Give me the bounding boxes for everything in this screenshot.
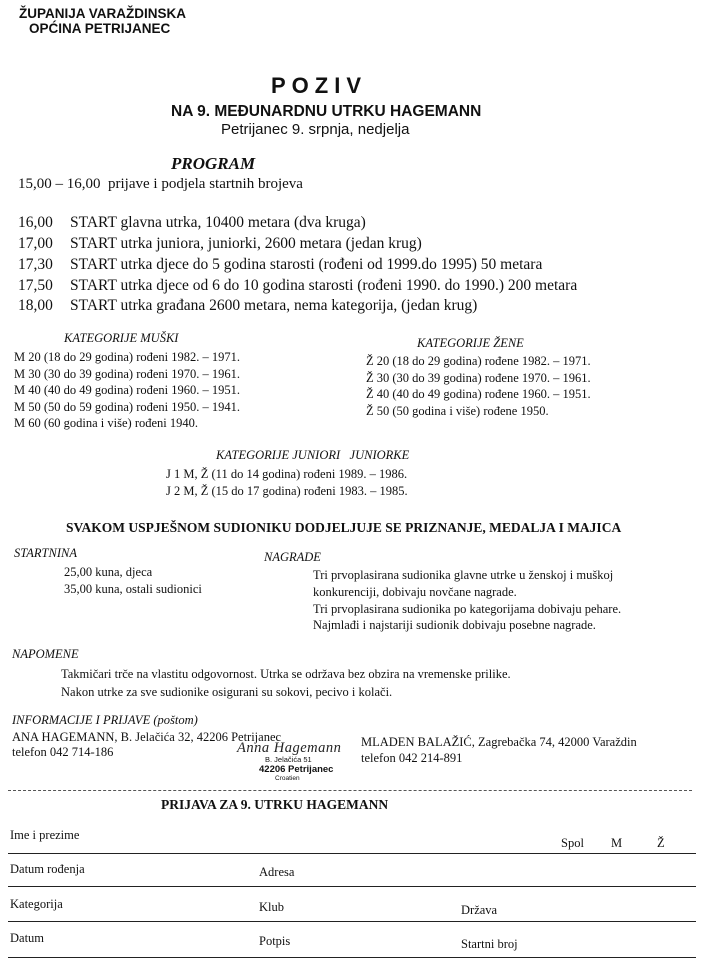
category-item: J 1 M, Ž (11 do 14 godina) rođeni 1989. – 1986. [166,467,408,481]
junior-categories-heading: KATEGORIJE JUNIORI JUNIORKE [216,448,410,462]
stamp-country: Croatien [275,775,300,782]
women-categories-heading: KATEGORIJE ŽENE [417,336,524,350]
signature-field-label: Potpis [259,934,291,948]
category-field-label: Kategorija [10,897,63,911]
notes-list [61,665,511,701]
program-time: 17,50 [18,277,53,294]
program-text: START glavna utrka, 10400 metara (dva kruga) [70,214,366,231]
county-name: ŽUPANIJA VARAŽDINSKA [19,6,187,21]
participant-reward-banner: SVAKOM USPJEŠNOM SUDIONIKU DODJELJUJE SE PRIZNANJE, MEDALJA I MAJICA [66,520,622,535]
contact-right-line1: MLADEN BALAŽIĆ, Zagrebačka 74, 42000 Varaždin [361,735,637,749]
stamp-street: B. Jelačića 51 [265,755,312,764]
contact-left-line1: ANA HAGEMANN, B. Jelačića 32, 42206 Petrijanec [12,730,282,744]
fee-list [64,564,202,597]
fee-heading: STARTNINA [14,546,77,560]
notes-heading: NAPOMENE [12,647,79,661]
program-item [18,214,366,232]
address-stamp [237,740,341,782]
award-line: konkurenciji, dobivaju novčane nagrade. [313,584,517,599]
name-field-line[interactable] [8,853,696,854]
awards-heading: NAGRADE [264,550,321,564]
award-line: Tri prvoplasirana sudionika po kategorijama dobivaju pehare. [313,601,622,616]
program-item [18,176,303,193]
start-number-field-label: Startni broj [461,937,518,951]
name-field-label: Ime i prezime [10,828,80,842]
category-item: J 2 M, Ž (15 do 17 godina) rođeni 1983. – 1985. [166,484,408,498]
award-line: Tri prvoplasirana sudionika glavne utrke u ženskoj i muškoj [313,568,614,582]
stamp-city: 42206 Petrijanec [259,764,334,775]
page-title: POZIV [271,73,368,98]
program-time: 17,00 [18,235,53,252]
women-categories-list [366,353,591,419]
category-item: M 40 (40 do 49 godina) rođeni 1960. – 1951. [14,383,241,397]
program-item [18,235,422,253]
program-text: START utrka građana 2600 metara, nema kategorija, (jedan krug) [70,297,478,314]
category-item: M 60 (60 godina i više) rođeni 1940. [14,416,199,430]
category-item: Ž 50 (50 godina i više) rođene 1950. [366,403,549,418]
form-heading: PRIJAVA ZA 9. UTRKU HAGEMANN [161,797,389,812]
program-heading: PROGRAM [171,154,256,173]
program-time: 15,00 – 16,00 [18,176,101,192]
contact-right-line2: telefon 042 214-891 [361,751,463,765]
program-time: 16,00 [18,214,53,231]
dob-address-field-line[interactable] [8,886,696,887]
program-text: prijave i podjela startnih brojeva [108,176,303,192]
category-club-country-field-line[interactable] [8,921,696,922]
date-field-label: Datum [10,931,45,945]
sex-option-f[interactable]: Ž [657,836,665,850]
men-categories-heading: KATEGORIJE MUŠKI [64,331,179,345]
fee-item: 25,00 kuna, djeca [64,565,153,579]
category-item: M 20 (18 do 29 godina) rođeni 1982. – 1971. [14,350,241,364]
category-item: Ž 40 (40 do 49 godina) rođene 1960. – 1951. [366,387,591,401]
sex-option-m[interactable]: M [611,836,623,850]
note-line: Takmičari trče na vlastitu odgovornost. Utrka se održava bez obzira na vremenske prilike. [61,667,511,681]
dob-field-label: Datum rođenja [10,862,85,876]
address-field-label: Adresa [259,865,295,879]
note-line: Nakon utrke za sve sudionike osigurani su sokovi, pecivo i kolači. [61,685,393,699]
program-item [18,256,542,274]
fee-item: 35,00 kuna, ostali sudionici [64,581,202,596]
category-item: M 30 (30 do 39 godina) rođeni 1970. – 1961. [14,366,241,381]
category-item: Ž 30 (30 do 39 godina) rođene 1970. – 1961. [366,370,591,385]
awards-list [313,567,621,634]
event-subtitle: NA 9. MEĐUNARDNU UTRKU HAGEMANN [171,103,482,120]
category-item: Ž 20 (18 do 29 godina) rođene 1982. – 1971. [366,354,591,368]
junior-categories-list [166,466,408,500]
men-categories-list [14,349,240,432]
program-text: START utrka juniora, juniorki, 2600 metara (jedan krug) [70,235,422,252]
program-item [18,297,477,315]
contact-left-line2: telefon 042 714-186 [12,745,114,759]
stamp-name: Anna Hagemann [237,740,342,756]
category-item: M 50 (50 do 59 godina) rođeni 1950. – 1941. [14,399,241,414]
program-time: 18,00 [18,297,53,314]
date-signature-field-line[interactable] [8,957,696,958]
municipality-name: OPĆINA PETRIJANEC [29,21,171,36]
form-cut-line [8,790,692,791]
program-text: START utrka djece od 6 do 10 godina starosti (rođeni 1990. do 1990.) 200 metara [70,277,578,294]
country-field-label: Država [461,903,498,917]
program-item [18,277,577,295]
contact-heading: INFORMACIJE I PRIJAVE (poštom) [12,713,198,727]
award-line: Najmlađi i najstariji sudionik dobivaju posebne nagrade. [313,618,596,633]
sex-field-label: Spol [561,836,584,850]
program-text: START utrka djece do 5 godina starosti (rođeni od 1999.do 1995) 50 metara [70,256,543,273]
event-place-date: Petrijanec 9. srpnja, nedjelja [221,121,410,138]
program-time: 17,30 [18,256,53,273]
club-field-label: Klub [259,900,284,914]
